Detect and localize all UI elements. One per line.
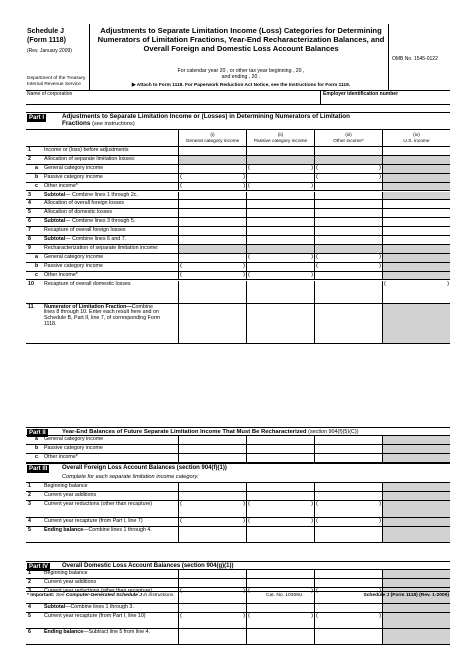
amount-cell[interactable] <box>314 304 382 343</box>
schedule-label: Schedule J <box>27 28 64 35</box>
line-number: 1 <box>28 570 31 576</box>
amount-cell[interactable] <box>246 147 314 155</box>
amount-cell[interactable] <box>246 263 314 271</box>
amount-cell[interactable] <box>178 209 246 217</box>
catalog-number: Cat. No. 10309U <box>266 593 303 598</box>
amount-cell[interactable] <box>246 445 314 453</box>
line-description: Numerator of Limitation Fraction—Combine lines 8 through 10. Enter each result here and on Schedule B, Part II, line 7, of corresponding Form 1118. <box>44 303 161 328</box>
irs-label: Internal Revenue Service <box>27 82 81 87</box>
amount-cell <box>246 245 314 253</box>
line-number: 9 <box>28 244 31 251</box>
amount-cell[interactable]: ( ) <box>180 518 245 524</box>
amount-cell <box>382 263 450 271</box>
amount-cell[interactable]: ( ) <box>248 182 313 189</box>
col-iii-header: (iii) Other income* <box>333 133 364 144</box>
amount-cell <box>382 613 450 628</box>
part3-header <box>26 463 450 483</box>
attach-note: ▶ Attach to Form 1118. For Paperwork Reduction Act Notice, see the Instructions for Form 1118. <box>131 83 351 88</box>
line-number: 4 <box>28 200 31 207</box>
amount-cell[interactable] <box>178 454 246 462</box>
line-number: c <box>35 271 38 278</box>
table-row <box>26 304 450 344</box>
line-number: 7 <box>28 227 31 234</box>
amount-cell[interactable]: ( ) <box>314 501 382 517</box>
part1-label: Part I <box>29 114 45 121</box>
table-row <box>26 174 450 183</box>
amount-cell <box>382 156 450 164</box>
amount-cell[interactable] <box>246 192 314 200</box>
amount-cell[interactable] <box>246 527 314 542</box>
line-description: Subtotal— Combine lines 3 through 5. <box>44 218 136 225</box>
tax-year-line: For calendar year 20 , or other tax year beginning , 20 , <box>177 68 305 74</box>
table-row <box>26 483 450 492</box>
amount-cell[interactable] <box>314 281 382 303</box>
table-row <box>26 501 450 518</box>
amount-cell[interactable] <box>246 483 314 491</box>
table-row <box>26 272 450 281</box>
line-number: 11 <box>28 303 34 310</box>
line-description: Ending balance—Subtract line 5 from line 4. <box>44 629 150 635</box>
line-description: Other income* <box>44 271 78 278</box>
amount-cell <box>382 483 450 491</box>
amount-cell[interactable] <box>178 445 246 453</box>
line-number: 4 <box>28 604 31 610</box>
line-number: 5 <box>28 527 31 533</box>
amount-cell <box>314 156 382 164</box>
name-row <box>26 91 450 105</box>
amount-cell <box>382 570 450 578</box>
amount-cell[interactable]: ( ) <box>180 262 245 269</box>
revision-date: (Rev. January 2009) <box>27 48 72 54</box>
table-row <box>26 209 450 218</box>
amount-cell <box>382 629 450 644</box>
amount-cell[interactable] <box>382 227 450 235</box>
amount-cell[interactable] <box>314 147 382 155</box>
schedule-j-form <box>26 24 450 635</box>
amount-cell[interactable] <box>314 436 382 444</box>
amount-cell[interactable]: ( ) <box>314 588 382 603</box>
amount-cell[interactable]: ( ) <box>246 613 314 628</box>
amount-cell[interactable] <box>246 454 314 462</box>
amount-cell[interactable] <box>314 272 382 280</box>
amount-cell[interactable] <box>246 570 314 578</box>
amount-cell[interactable]: ( ) <box>316 253 381 260</box>
part1-column-headers <box>26 130 450 147</box>
part2-note: (section 904(f)(5)(C)) <box>308 429 359 435</box>
form-header <box>26 24 450 91</box>
amount-cell[interactable] <box>178 604 246 612</box>
amount-cell <box>382 492 450 500</box>
amount-cell[interactable]: ( ) <box>180 271 245 278</box>
ein-field[interactable] <box>323 97 447 104</box>
amount-cell[interactable]: ( ) <box>316 173 381 180</box>
line-description: General category income <box>44 164 104 171</box>
amount-cell <box>382 527 450 542</box>
amount-cell <box>382 304 450 343</box>
amount-cell[interactable] <box>314 454 382 462</box>
line-number: a <box>35 436 38 442</box>
form-title: Adjustments to Separate Limitation Income (Loss) Categories for Determining Numerators of Limitation Fractions, Year-End Recharacterization Balances, and Overall Foreign and Domestic Loss Account Balances <box>97 26 385 53</box>
table-row <box>26 579 450 588</box>
header-right <box>388 24 450 91</box>
line-description: Allocation of overall foreign losses <box>44 200 125 207</box>
amount-cell[interactable]: ( ) <box>316 262 381 269</box>
amount-cell[interactable]: ( ) <box>246 588 314 603</box>
amount-cell[interactable] <box>178 236 246 244</box>
amount-cell[interactable] <box>178 436 246 444</box>
line-number: 5 <box>28 613 31 619</box>
amount-cell[interactable] <box>246 436 314 444</box>
amount-cell <box>382 192 450 200</box>
part1-header <box>26 112 450 130</box>
amount-cell <box>382 254 450 262</box>
amount-cell[interactable] <box>314 483 382 491</box>
line-number: c <box>35 182 38 189</box>
line-description: General category income <box>44 253 104 260</box>
amount-cell[interactable]: ( ) <box>248 253 313 260</box>
amount-cell <box>382 165 450 173</box>
amount-cell[interactable]: ( ) <box>248 271 313 278</box>
line-number: 1 <box>28 483 31 489</box>
amount-cell[interactable] <box>382 236 450 244</box>
amount-cell[interactable] <box>178 218 246 226</box>
line-description: Subtotal— Combine lines 1 through 2c. <box>44 191 138 198</box>
line-number: b <box>35 445 39 451</box>
amount-cell[interactable]: ( ) <box>178 501 246 517</box>
col-ii-header: (ii) Passive category income <box>253 133 308 144</box>
amount-cell[interactable] <box>314 445 382 453</box>
amount-cell[interactable] <box>246 236 314 244</box>
part4-title: Overall Domestic Loss Account Balances (section 904(g)(1)) <box>62 563 234 569</box>
amount-cell[interactable] <box>178 147 246 155</box>
amount-cell <box>382 272 450 280</box>
part2-header <box>26 427 450 436</box>
line-number: 3 <box>28 501 31 507</box>
amount-cell[interactable] <box>314 236 382 244</box>
treasury-label: Department of the Treasury <box>27 76 86 81</box>
part2-title: Year-End Balances of Future Separate Limitation Income That Must Be Recharacterized <box>62 429 307 435</box>
line-description: Other income* <box>44 454 78 460</box>
line-number: 3 <box>28 191 31 198</box>
table-row <box>26 192 450 201</box>
name-label: Name of corporation <box>27 91 73 97</box>
amount-cell[interactable] <box>178 492 246 500</box>
table-row <box>26 200 450 209</box>
amount-cell[interactable] <box>178 192 246 200</box>
table-row <box>26 147 450 156</box>
line-description: Beginning balance <box>44 483 88 489</box>
amount-cell[interactable]: ( ) <box>180 173 245 180</box>
amount-cell[interactable] <box>382 218 450 226</box>
amount-cell[interactable]: ( ) <box>248 164 313 171</box>
table-row <box>26 604 450 613</box>
cg-schedule-ref: Computer-Generated Schedule J <box>65 593 142 598</box>
amount-cell <box>382 454 450 462</box>
amount-cell[interactable] <box>246 174 314 182</box>
line-number: 6 <box>28 629 31 635</box>
part2-label: Part II <box>29 429 46 436</box>
part4-header <box>26 561 450 570</box>
header-left <box>26 24 90 91</box>
line-description: Passive category income <box>44 262 103 269</box>
amount-cell[interactable] <box>246 227 314 235</box>
line-description: General category income <box>44 436 104 442</box>
form-number: (Form 1118) <box>27 37 66 44</box>
table-row <box>26 254 450 263</box>
line-description: Allocation of separate limitation losses: <box>44 155 136 162</box>
amount-cell[interactable]: ( ) <box>314 613 382 628</box>
line-description: Ending balance—Combine lines 1 through 4. <box>44 527 152 533</box>
amount-cell[interactable] <box>246 629 314 644</box>
ein-label: Employer identification number <box>323 91 399 97</box>
amount-cell[interactable] <box>246 492 314 500</box>
line-description: Current year reductions (other than recapture) <box>44 588 153 594</box>
amount-cell[interactable] <box>382 147 450 155</box>
table-row <box>26 236 450 245</box>
amount-cell <box>178 245 246 253</box>
amount-cell[interactable] <box>246 200 314 208</box>
line-description: Allocation of domestic losses <box>44 209 113 216</box>
amount-cell <box>246 156 314 164</box>
line-description: Recapture of overall foreign losses <box>44 227 126 234</box>
amount-cell[interactable] <box>178 200 246 208</box>
line-description: Subtotal—Combine lines 1 through 3. <box>44 604 134 610</box>
amount-cell[interactable] <box>178 483 246 491</box>
table-row <box>26 218 450 227</box>
amount-cell <box>382 604 450 612</box>
form-footer: * Important: See Computer-Generated Schedule J in instructions. Cat. No. 10309U Schedule J (Form 1118) (Rev. 1-2009) <box>27 593 449 598</box>
line-number: b <box>35 262 39 269</box>
amount-cell[interactable]: ( ) <box>382 281 450 303</box>
amount-cell <box>178 156 246 164</box>
amount-cell[interactable] <box>178 254 246 262</box>
line-description: Passive category income <box>44 173 103 180</box>
amount-cell[interactable] <box>314 604 382 612</box>
line-number: 10 <box>28 280 34 287</box>
line-description: Current year recapture (from Part I, line 10) <box>44 613 146 619</box>
amount-cell[interactable] <box>382 200 450 208</box>
amount-cell[interactable]: ( ) <box>178 613 246 628</box>
amount-cell <box>314 245 382 253</box>
line-description: Current year reductions (other than recapture) <box>44 501 153 507</box>
line-number: 3 <box>28 588 31 594</box>
amount-cell[interactable] <box>246 281 314 303</box>
line-description: Passive category income <box>44 445 103 451</box>
amount-cell[interactable] <box>178 629 246 644</box>
amount-cell <box>382 183 450 191</box>
amount-cell[interactable] <box>314 570 382 578</box>
line-number: 1 <box>28 147 31 153</box>
line-number: b <box>35 173 39 180</box>
part3-title: Overall Foreign Loss Account Balances (section 904(f)(1)) <box>62 465 227 471</box>
table-row <box>26 156 450 165</box>
line-number: c <box>35 454 38 460</box>
amount-cell[interactable]: ( ) <box>246 501 314 517</box>
col-iv-header: (iv) U.S. income <box>403 133 430 144</box>
table-row <box>26 263 450 272</box>
table-row <box>26 629 450 645</box>
part3-label: Part III <box>29 465 48 472</box>
part4-label: Part IV <box>29 563 49 570</box>
table-row <box>26 165 450 174</box>
table-row <box>26 613 450 629</box>
amount-cell[interactable]: ( ) <box>316 164 381 171</box>
amount-cell[interactable]: ( ) <box>316 518 381 524</box>
part1-note: (see instructions) <box>92 121 135 127</box>
amount-cell[interactable] <box>246 304 314 343</box>
amount-cell[interactable] <box>314 192 382 200</box>
amount-cell[interactable] <box>314 209 382 217</box>
amount-cell <box>382 518 450 526</box>
amount-cell[interactable] <box>314 492 382 500</box>
table-row <box>26 445 450 454</box>
table-row <box>26 281 450 304</box>
tax-year-ending: and ending , 20 . <box>221 74 261 80</box>
amount-cell[interactable] <box>314 227 382 235</box>
line-description: Subtotal— Combine lines 6 and 7. <box>44 236 127 242</box>
line-description: Current year recapture (from Part I, line 7) <box>44 518 143 524</box>
amount-cell[interactable] <box>246 579 314 587</box>
table-row <box>26 454 450 463</box>
part1-title-cont: Fractions <box>62 120 91 127</box>
table-row <box>26 227 450 236</box>
amount-cell <box>382 501 450 517</box>
amount-cell[interactable] <box>178 579 246 587</box>
table-row <box>26 518 450 527</box>
part3-instruction: Complete for each separate limitation income category. <box>62 474 199 480</box>
amount-cell[interactable] <box>178 227 246 235</box>
amount-cell[interactable] <box>246 209 314 217</box>
amount-cell[interactable] <box>246 218 314 226</box>
line-description: Current year additions <box>44 492 97 498</box>
line-number: 4 <box>28 518 31 524</box>
line-number: 2 <box>28 155 31 162</box>
table-row <box>26 570 450 579</box>
amount-cell[interactable] <box>314 579 382 587</box>
line-number: 2 <box>28 579 31 585</box>
amount-cell[interactable] <box>314 218 382 226</box>
amount-cell <box>382 436 450 444</box>
amount-cell[interactable] <box>178 527 246 542</box>
col-i-header: (i) General category income <box>185 133 240 144</box>
amount-cell[interactable]: ( ) <box>248 518 313 524</box>
line-number: a <box>35 253 38 260</box>
amount-cell[interactable]: ( ) <box>178 588 246 603</box>
line-description: Recharacterization of separate limitation income: <box>44 244 159 251</box>
amount-cell[interactable] <box>382 209 450 217</box>
line-description: Current year additions <box>44 579 97 585</box>
amount-cell[interactable] <box>314 527 382 542</box>
line-number: 6 <box>28 218 31 225</box>
amount-cell[interactable]: ( ) <box>180 182 245 189</box>
amount-cell[interactable] <box>314 183 382 191</box>
table-row <box>26 436 450 445</box>
line-number: 2 <box>28 492 31 498</box>
amount-cell[interactable] <box>178 165 246 173</box>
amount-cell <box>382 579 450 587</box>
amount-cell[interactable] <box>314 200 382 208</box>
footer-form-id: Schedule J (Form 1118) (Rev. 1-2009) <box>363 593 449 598</box>
amount-cell[interactable] <box>178 570 246 578</box>
table-row <box>26 492 450 501</box>
amount-cell[interactable] <box>246 604 314 612</box>
part1-title: Adjustments to Separate Limitation Income or (Losses) in Determining Numerators of Limitation <box>62 112 350 120</box>
line-description: Beginning balance <box>44 570 88 576</box>
line-description: Recapture of overall domestic losses <box>44 280 131 287</box>
corporation-name-field[interactable] <box>28 97 313 104</box>
amount-cell <box>382 245 450 253</box>
table-row <box>26 183 450 192</box>
amount-cell <box>382 445 450 453</box>
line-number: 8 <box>28 236 31 242</box>
amount-cell[interactable] <box>314 629 382 644</box>
line-description: Other income* <box>44 182 78 189</box>
amount-cell[interactable] <box>178 281 246 303</box>
amount-cell[interactable] <box>178 304 246 343</box>
omb-number: OMB No. 1545-0122 <box>392 56 438 62</box>
line-number: 5 <box>28 209 31 216</box>
line-number: a <box>35 164 38 171</box>
important-label: * Important: <box>27 593 55 598</box>
line-description: Income or (loss) before adjustments <box>44 147 129 153</box>
table-row <box>26 527 450 543</box>
amount-cell <box>382 174 450 182</box>
table-row <box>26 245 450 254</box>
